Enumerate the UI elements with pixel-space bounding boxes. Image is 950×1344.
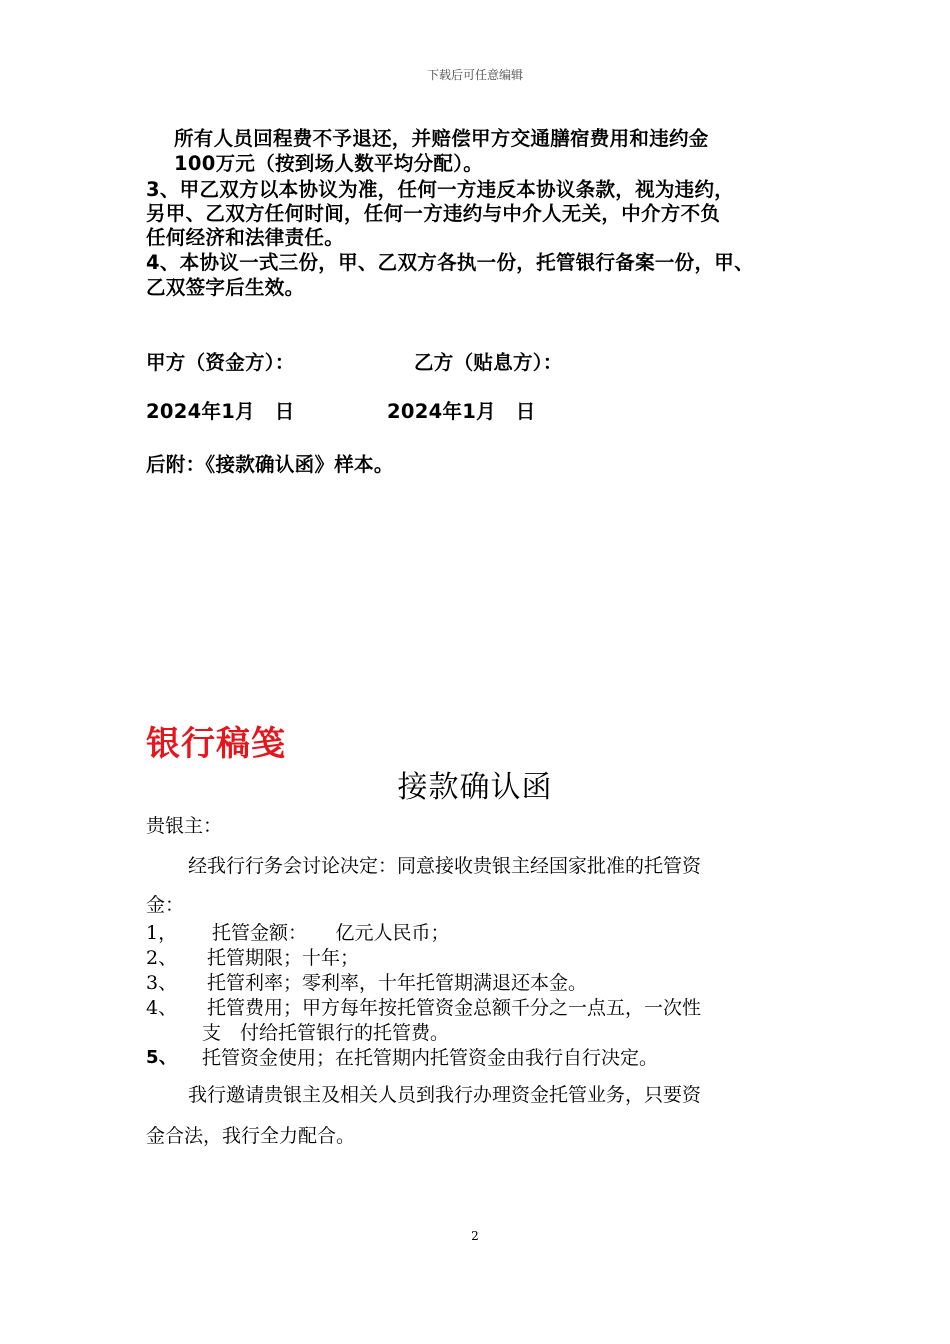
letter-closing-line2: 金合法，我行全力配合。 [146,1125,356,1147]
list-item-1-number: 1， [146,922,178,944]
appendix-note: 后附：《接款确认函》样本。 [146,453,394,476]
letter-salutation: 贵银主： [146,815,223,837]
clause-3-line1: 3、甲乙双方以本协议为准，任何一方违反本协议条款，视为违约， [146,178,735,201]
page-number: 2 [471,1229,479,1243]
list-item-4-number: 4、 [146,997,178,1019]
page-header: 下载后可任意编辑 [426,68,523,82]
list-item-3-text: 托管利率；零利率，十年托管期满退还本金。 [207,972,588,994]
party-a-date: 2024年1月 日 [146,400,295,423]
clause-continuation-line1: 所有人员回程费不予退还，并赔偿甲方交通膳宿费用和违约金 [174,127,709,150]
letter-title: 接款确认函 [397,770,553,805]
list-item-4-text: 托管费用；甲方每年按托管资金总额千分之一点五，一次性 [207,997,702,1019]
list-item-5-number: 5、 [146,1047,178,1068]
clause-3-line2: 另甲、乙双方任何时间，任何一方违约与中介人无关，中介方不负 [146,202,721,225]
letter-intro-line1: 经我行行务会讨论决定：同意接收贵银主经国家批准的托管资 [188,855,702,877]
letter-closing-line1: 我行邀请贵银主及相关人员到我行办理资金托管业务，只要资 [188,1084,702,1106]
clause-4-line1: 4、本协议一式三份，甲、乙双方各执一份，托管银行备案一份，甲、 [146,251,754,274]
list-item-2-text: 托管期限；十年； [207,947,360,969]
clause-3-line3: 任何经济和法律责任。 [146,226,345,249]
list-item-1-text: 托管金额： 亿元人民币； [212,922,450,944]
list-item-2-number: 2、 [146,947,178,969]
list-item-4-continuation: 支 付给托管银行的托管费。 [202,1022,450,1044]
party-a-label: 甲方（资金方）： [146,351,295,374]
party-b-label: 乙方（贴息方）： [414,351,563,374]
party-b-date: 2024年1月 日 [387,400,536,423]
clause-4-line2: 乙双签字后生效。 [146,276,305,299]
letter-intro-line2: 金： [146,894,185,916]
bank-letterhead: 银行稿笺 [146,724,286,764]
clause-continuation-line2: 100万元（按到场人数平均分配）。 [174,152,484,175]
list-item-3-number: 3、 [146,972,178,994]
list-item-5-text: 托管资金使用；在托管期内托管资金由我行自行决定。 [202,1047,659,1069]
